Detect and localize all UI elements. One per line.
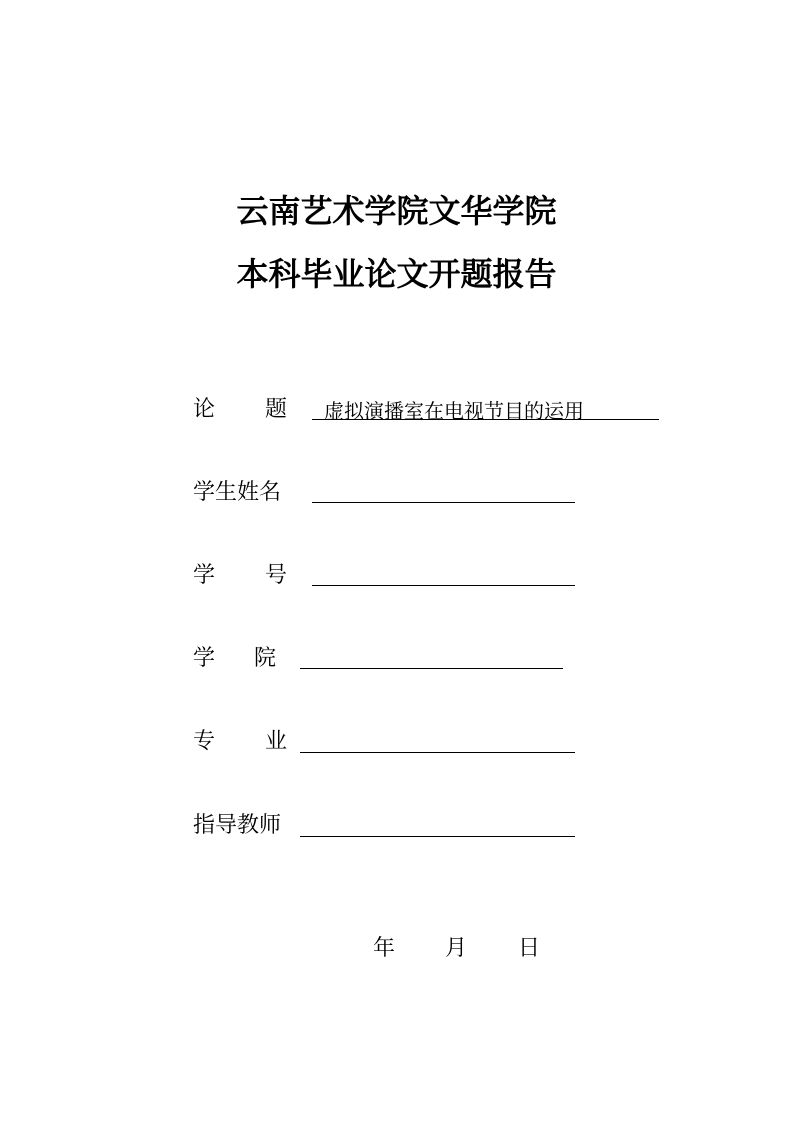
advisor-field[interactable] [300, 836, 575, 837]
college-label-char1: 学 [193, 646, 216, 671]
topic-label [193, 396, 293, 424]
student-id-label-char2: 号 [265, 563, 288, 588]
major-label-char2: 业 [265, 729, 288, 754]
student-id-label-char1: 学 [193, 563, 216, 588]
student-name-label: 学生姓名 [193, 480, 282, 505]
date-month: 月 [445, 936, 468, 961]
document-title-line2: 本科毕业论文开题报告 [236, 255, 557, 293]
student-id-field[interactable] [312, 585, 575, 586]
topic-underline [312, 419, 659, 420]
topic-value: 虚拟演播室在电视节目的运用 [324, 399, 584, 423]
document-title-line1: 云南艺术学院文华学院 [236, 192, 557, 230]
student-id-label [193, 562, 293, 590]
topic-label-char1: 论 [193, 397, 216, 422]
topic-label-char2: 题 [265, 397, 288, 422]
student-name-field[interactable] [312, 502, 575, 503]
major-field[interactable] [300, 752, 575, 753]
college-label [193, 645, 293, 673]
college-field[interactable] [300, 668, 563, 669]
date-year: 年 [373, 936, 396, 961]
major-label-char1: 专 [193, 729, 216, 754]
major-label [193, 728, 293, 756]
date-day: 日 [518, 936, 541, 961]
college-label-char2: 院 [254, 646, 277, 671]
advisor-label: 指导教师 [193, 813, 282, 838]
